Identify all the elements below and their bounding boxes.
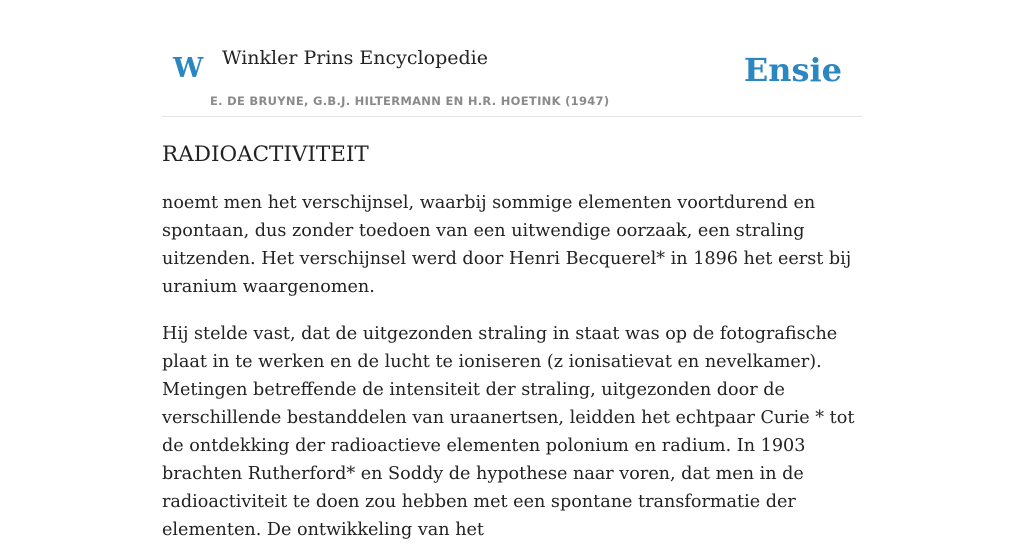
article-paragraph-1: noemt men het verschijnsel, waarbij sommige elementen voortdurend en spontaan, dus zonder toedoen van een uitwendige oorzaak, een straling uitzenden. Het verschijnsel werd door Henri Becquerel* in 1896 het eerst bij uranium waargenomen. [162, 193, 852, 297]
source-title[interactable]: Winkler Prins Encyclopedie [222, 47, 488, 69]
source-authors: E. DE BRUYNE, G.B.J. HILTERMANN EN H.R. HOETINK (1947) [210, 94, 610, 108]
page-header [162, 0, 862, 117]
article-paragraph-2: Hij stelde vast, dat de uitgezonden straling in staat was op de fotografische plaat in te werken en de lucht te ioniseren (z ionisatievat en nevelkamer). Metingen betreffende de intensiteit der straling, uitgezonden door de verschillende bestanddelen van uraanertsen, leidden het echtpaar Curie * tot de ontdekking der radioactieve elementen polonium en radium. In 1903 brachten Rutherford* en Soddy de hypothese naar voren, dat men in de radioactiviteit te doen zou hebben met een spontane transformatie der elementen. De ontwikkeling van het [162, 324, 855, 540]
brand-logo[interactable]: Ensie [743, 51, 842, 89]
source-logo-icon: W [173, 53, 204, 84]
article-title: RADIOACTIVITEIT [162, 142, 369, 167]
article [162, 136, 862, 544]
